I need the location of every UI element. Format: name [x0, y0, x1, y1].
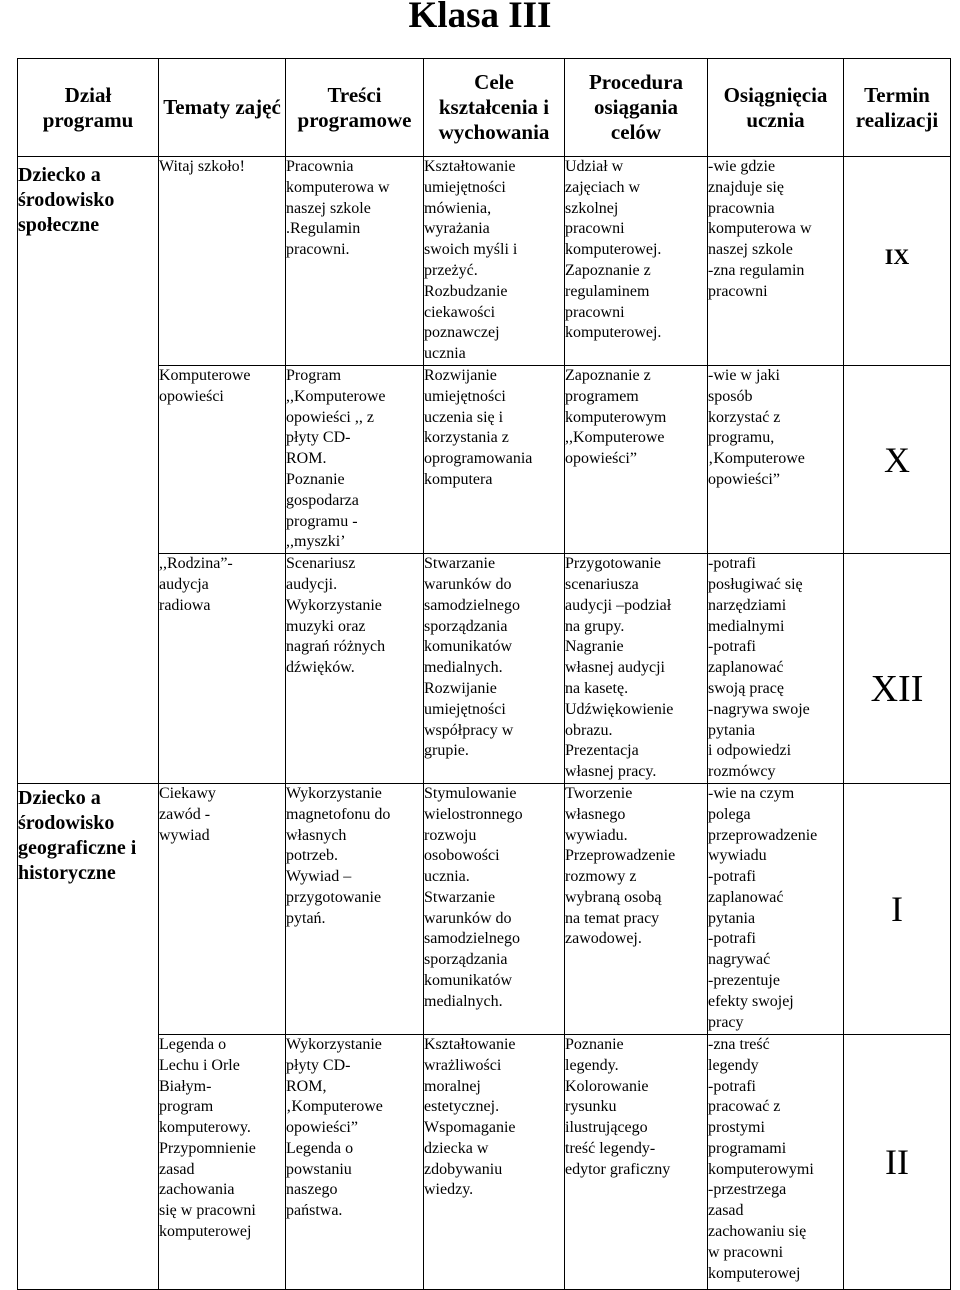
header-procedura: Procedura osiągania celów — [565, 59, 708, 157]
topic-cell: Komputerowe opowieści — [159, 365, 286, 553]
procedure-cell: Przygotowanie scenariusza audycji –podział na grupy. Nagranie własnej audycji na kasetę. Udźwiękowienie obrazu. Prezentacja własnej pracy. — [565, 554, 708, 784]
section-social — [18, 157, 159, 784]
section-geo-hist — [18, 783, 159, 1289]
procedure-cell: Udział w zajęciach w szkolnej pracowni komputerowej. Zapoznanie z regulaminem pracowni komputerowej. — [565, 157, 708, 366]
goals-cell: Kształtowanie wrażliwości moralnej estetycznej. Wspomaganie dziecka w zdobywaniu wiedzy. — [424, 1034, 565, 1289]
topic-cell: Legenda o Lechu i Orle Białym- program komputerowy. Przypomnienie zasad zachowania się w pracowni komputerowej — [159, 1034, 286, 1289]
curriculum-table — [17, 58, 951, 1290]
table-row — [18, 783, 951, 1034]
header-dzial: Dział programu — [18, 59, 159, 157]
term-value: XII — [870, 667, 924, 710]
achievements-cell: -wie gdzie znajduje się pracownia komputerowa w naszej szkole -zna regulamin pracowni — [708, 157, 844, 366]
achievements-cell: -zna treść legendy -potrafi pracować z prostymi programami komputerowymi -przestrzega zasad zachowaniu się w pracowni komputerowej — [708, 1034, 844, 1289]
header-osiagniecia: Osiągnięcia ucznia — [708, 59, 844, 157]
topic-cell: Witaj szkoło! — [159, 157, 286, 366]
table-row — [18, 157, 951, 366]
term-value: II — [885, 1141, 909, 1182]
content-cell: Program ,,Komputerowe opowieści ,, z płyty CD- ROM. Poznanie gospodarza programu - ,,myszki’ — [286, 365, 424, 553]
header-tresci: Treści programowe — [286, 59, 424, 157]
term-value: IX — [884, 244, 910, 270]
achievements-cell: -wie na czym polega przeprowadzenie wywiadu -potrafi zaplanować pytania -potrafi nagrywać -prezentuje efekty swojej pracy — [708, 783, 844, 1034]
header-tematy: Tematy zajęć — [159, 59, 286, 157]
term-cell — [844, 783, 951, 1034]
header-cele: Cele kształcenia i wychowania — [424, 59, 565, 157]
section-label: Dziecko a środowisko społeczne — [18, 164, 115, 236]
term-cell — [844, 554, 951, 784]
content-cell: Scenariusz audycji. Wykorzystanie muzyki oraz nagrań różnych dźwięków. — [286, 554, 424, 784]
content-cell: Wykorzystanie płyty CD- ROM, ‚Komputerowe opowieści” Legenda o powstaniu naszego państwa. — [286, 1034, 424, 1289]
term-value: X — [884, 439, 910, 480]
goals-cell: Stymulowanie wielostronnego rozwoju osobowości ucznia. Stwarzanie warunków do samodzielnego sporządzania komunikatów medialnych. — [424, 783, 565, 1034]
content-cell: Pracownia komputerowa w naszej szkole .Regulamin pracowni. — [286, 157, 424, 366]
term-value: I — [891, 888, 903, 929]
achievements-cell: -potrafi posługiwać się narzędziami medialnymi -potrafi zaplanować swoją pracę -nagrywa swoje pytania i odpowiedzi rozmówcy — [708, 554, 844, 784]
goals-cell: Rozwijanie umiejętności uczenia się i korzystania z oprogramowania komputera — [424, 365, 565, 553]
header-row — [18, 59, 951, 157]
term-cell — [844, 157, 951, 366]
procedure-cell: Poznanie legendy. Kolorowanie rysunku ilustrującego treść legendy- edytor graficzny — [565, 1034, 708, 1289]
procedure-cell: Zapoznanie z programem komputerowym ,,Komputerowe opowieści” — [565, 365, 708, 553]
content-cell: Wykorzystanie magnetofonu do własnych potrzeb. Wywiad – przygotowanie pytań. — [286, 783, 424, 1034]
topic-cell: ,,Rodzina”- audycja radiowa — [159, 554, 286, 784]
goals-cell: Stwarzanie warunków do samodzielnego sporządzania komunikatów medialnych. Rozwijanie umiejętności współpracy w grupie. — [424, 554, 565, 784]
procedure-cell: Tworzenie własnego wywiadu. Przeprowadzenie rozmowy z wybraną osobą na temat pracy zawodowej. — [565, 783, 708, 1034]
term-cell — [844, 365, 951, 553]
topic-cell: Ciekawy zawód - wywiad — [159, 783, 286, 1034]
goals-cell: Kształtowanie umiejętności mówienia, wyrażania swoich myśli i przeżyć. Rozbudzanie ciekawości poznawczej ucznia — [424, 157, 565, 366]
section-label: Dziecko a środowisko geograficzne i historyczne — [18, 786, 137, 884]
page-title: Klasa III — [408, 0, 552, 36]
achievements-cell: -wie w jaki sposób korzystać z programu, ‚Komputerowe opowieści” — [708, 365, 844, 553]
term-cell — [844, 1034, 951, 1289]
header-termin: Termin realizacji — [844, 59, 951, 157]
